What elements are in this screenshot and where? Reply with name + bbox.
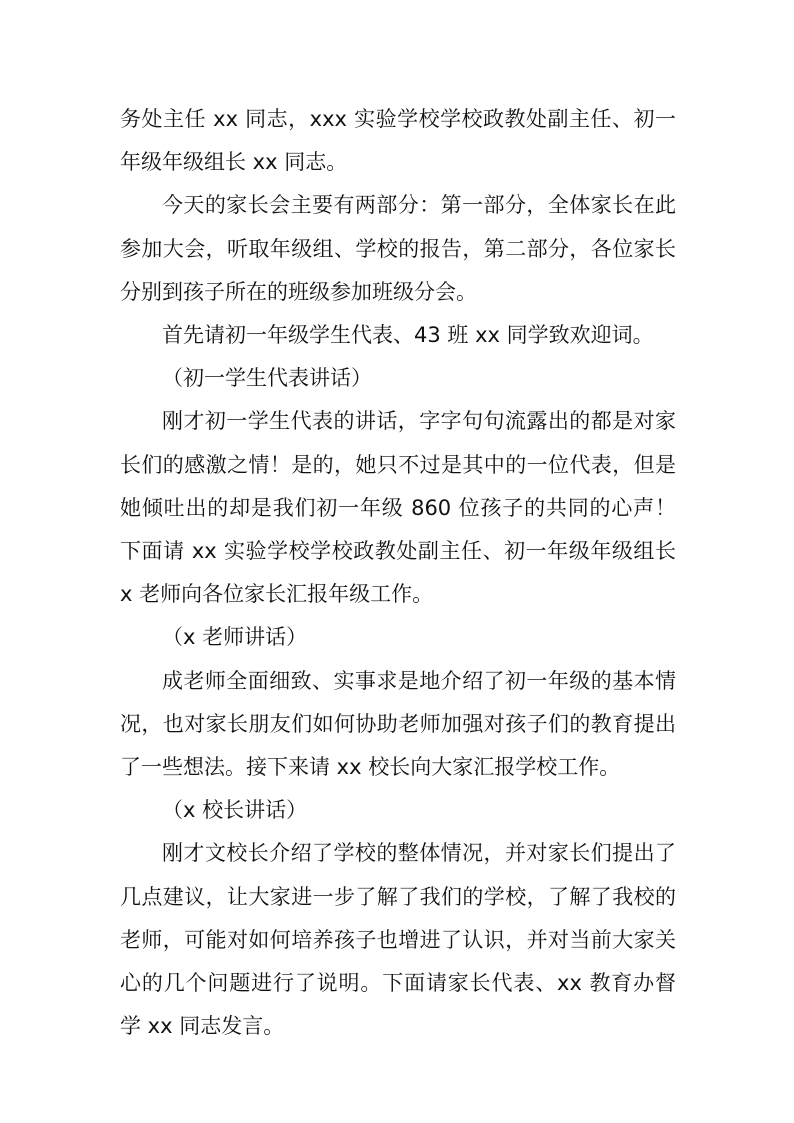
paragraph-teacher-speech-summary: 成老师全面细致、实事求是地介绍了初一年级的基本情况，也对家长朋友们如何协助老师加强对孩子们的教育提出了一些想法。接下来请 xx 校长向大家汇报学校工作。 [120, 668, 676, 780]
document-body [120, 98, 676, 1048]
paragraph-continued-attendees: 务处主任 xx 同志，xxx 实验学校学校政教处副主任、初一年级年级组长 xx 同志。 [120, 107, 676, 175]
note-teacher-speech: （x 老师讲话） [162, 625, 308, 650]
paragraph-student-speech-summary: 刚才初一学生代表的讲话，字字句句流露出的都是对家长们的感激之情！是的，她只不过是其中的一位代表，但是她倾吐出的却是我们初一年级 860 位孩子的共同的心声！下面请 xx 实验学校学校政教处副主任、初一年级年级组长 x 老师向各位家长汇报年级工作。 [120, 409, 676, 607]
note-principal-speech: （x 校长讲话） [162, 798, 308, 823]
paragraph-principal-speech-summary: 刚才文校长介绍了学校的整体情况，并对家长们提出了几点建议，让大家进一步了解了我们的学校，了解了我校的老师，可能对如何培养孩子也增进了认识，并对当前大家关心的几个问题进行了说明。下面请家长代表、xx 教育办督学 xx 同志发言。 [120, 841, 676, 1039]
note-student-speech: （初一学生代表讲话） [162, 366, 372, 391]
paragraph-student-invitation: 首先请初一年级学生代表、43 班 xx 同学致欢迎词。 [162, 323, 654, 348]
paragraph-meeting-agenda: 今天的家长会主要有两部分：第一部分，全体家长在此参加大会，听取年级组、学校的报告，第二部分，各位家长分别到孩子所在的班级参加班级分会。 [120, 193, 676, 304]
